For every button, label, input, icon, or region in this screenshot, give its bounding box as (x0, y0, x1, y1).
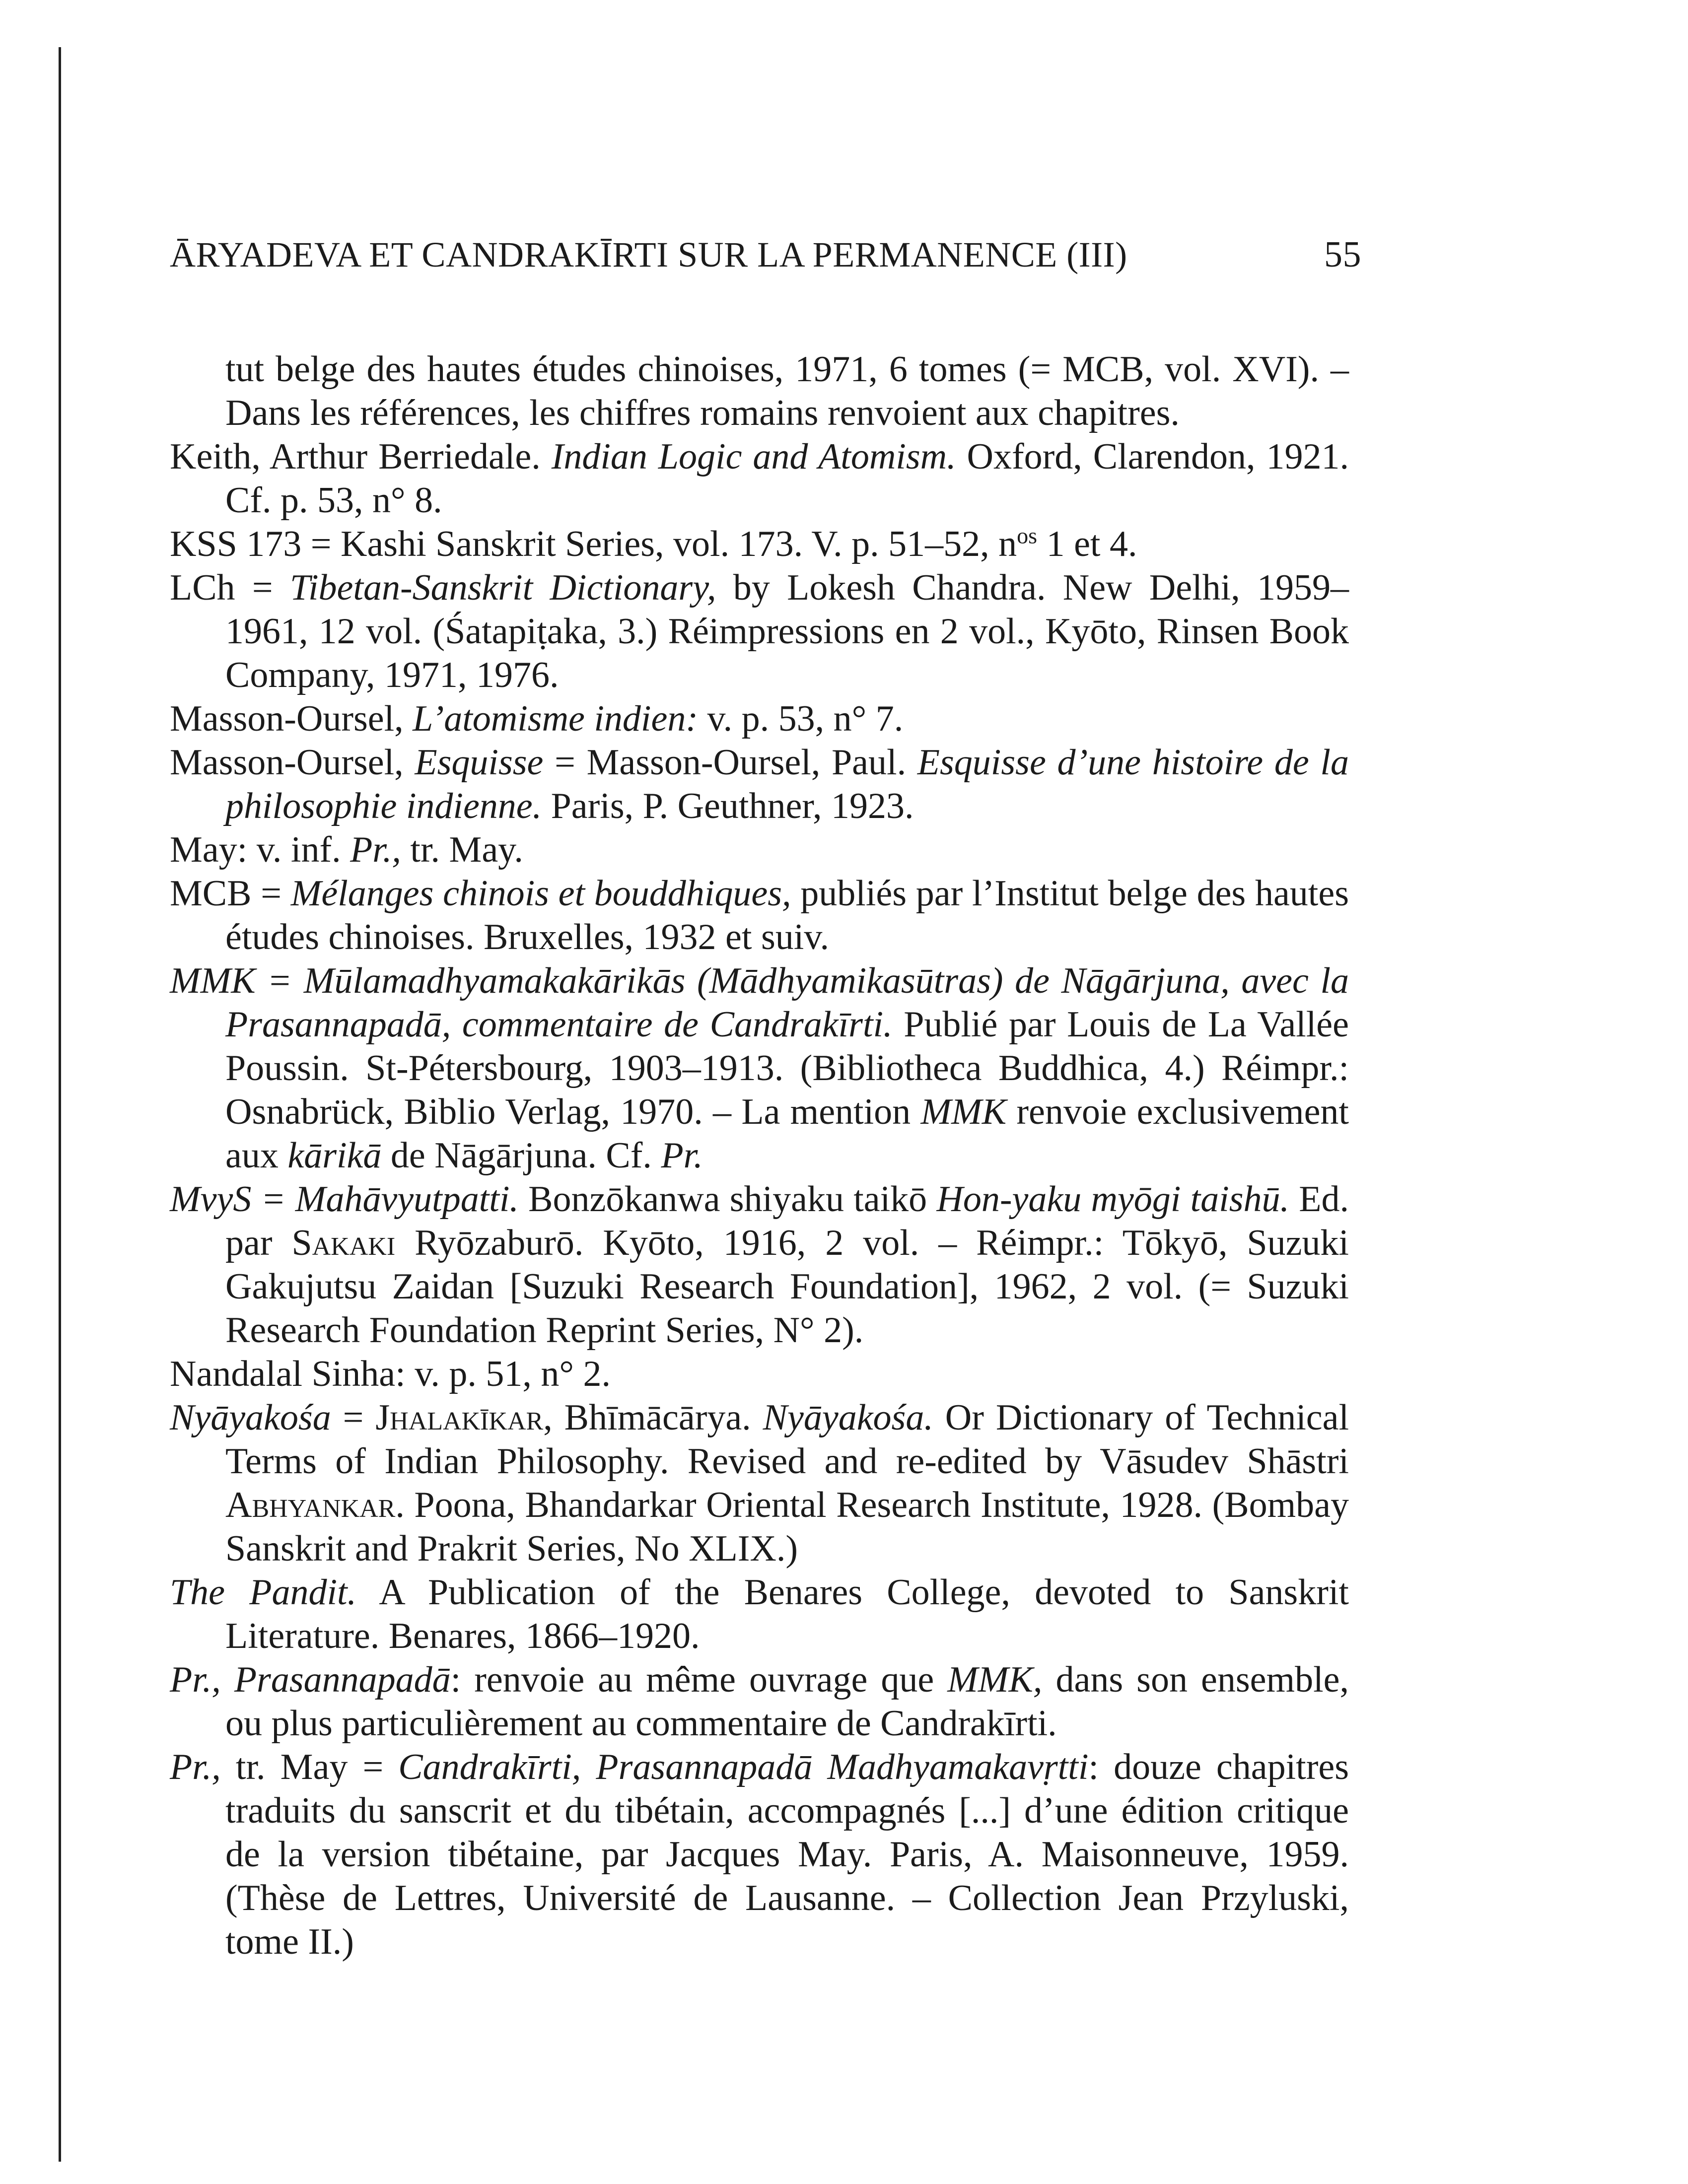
bibliography-entry-masson-oursel-atomisme: Masson-Oursel, L’atomisme indien: v. p. 53, n° 7. (170, 698, 904, 739)
page-number: 55 (1324, 234, 1361, 275)
bibliography-entry-mmk: MMK = Mūlamadhyamakakārikās (Mādhyamikasūtras) de Nāgārjuna, avec la Prasannapadā, commentaire de Candrakīrti. Publié par Louis de La Vallée Poussin. St-Pétersbourg, 1903–1913. (Bibliotheca Buddhica, 4.) Réimpr.: Osnabrück, Biblio Verlag, 1970. – La mention MMK renvoie exclusivement aux kārikā de Nāgārjuna. Cf. Pr. (170, 960, 1349, 1176)
bibliography-entry-mcb: MCB = Mélanges chinois et bouddhiques, publiés par l’Institut belge des hautes études chinoises. Bruxelles, 1932 et suiv. (170, 873, 1349, 957)
bibliography-entry-mvys: MvyS = Mahāvyutpatti. Bonzōkanwa shiyaku taikō Hon-yaku myōgi taishū. Ed. par Sakaki Ryōzaburō. Kyōto, 1916, 2 vol. – Réimpr.: Tōkyō, Suzuki Gakujutsu Zaidan [Suzuki Research Foundation], 1962, 2 vol. (= Suzuki Research Foundation Reprint Series, N° 2). (170, 1179, 1349, 1351)
bibliography-entry-keith: Keith, Arthur Berriedale. Indian Logic and Atomism. Oxford, Clarendon, 1921. Cf. p. 53, n° 8. (170, 436, 1349, 521)
running-head (170, 227, 1361, 282)
bibliography-entry-pr: Pr., Prasannapadā: renvoie au même ouvrage que MMK, dans son ensemble, ou plus particulièrement au commentaire de Candrakīrti. (170, 1659, 1349, 1744)
bibliography-entry-continuation: tut belge des hautes études chinoises, 1971, 6 tomes (= MCB, vol. XVI). – Dans les références, les chiffres romains renvoient aux chapitres. (225, 349, 1349, 433)
bibliography-entry-masson-oursel-esquisse: Masson-Oursel, Esquisse = Masson-Oursel, Paul. Esquisse d’une histoire de la philosophie indienne. Paris, P. Geuthner, 1923. (170, 742, 1349, 826)
margin-rule (59, 47, 61, 2162)
bibliography-entry-lch: LCh = Tibetan-Sanskrit Dictionary, by Lokesh Chandra. New Delhi, 1959–1961, 12 vol. (Śatapiṭaka, 3.) Réimpressions en 2 vol., Kyōto, Rinsen Book Company, 1971, 1976. (170, 567, 1349, 695)
bibliography-entry-may: May: v. inf. Pr., tr. May. (170, 829, 523, 870)
bibliography-entry-kss: KSS 173 = Kashi Sanskrit Series, vol. 173. V. p. 51–52, $n^{os}$ 1 et 4. (170, 523, 1137, 564)
running-head-title: ĀRYADEVA ET CANDRAKĪRTI SUR LA PERMANENCE (III) (170, 235, 1127, 274)
bibliography-list (170, 347, 1349, 1964)
bibliography-entry-nandalal-sinha: Nandalal Sinha: v. p. 51, n° 2. (170, 1354, 611, 1394)
bibliography-entry-nyayakosa: Nyāyakośa = Jhalakīkar, Bhīmācārya. Nyāyakośa. Or Dictionary of Technical Terms of Indian Philosophy. Revised and re-edited by Vāsudev Shāstri Abhyankar. Poona, Bhandarkar Oriental Research Institute, 1928. (Bombay Sanskrit and Prakrit Series, No XLIX.) (170, 1397, 1349, 1569)
bibliography-entry-pr-tr-may: Pr., tr. May = Candrakīrti, Prasannapadā Madhyamakavṛtti: douze chapitres traduits du sanscrit et du tibétain, accompagnés [...] d’une édition critique de la version tibétaine, par Jacques May. Paris, A. Maisonneuve, 1959. (Thèse de Lettres, Université de Lausanne. – Collection Jean Przyluski, tome II.) (170, 1747, 1349, 1962)
bibliography-entry-pandit: The Pandit. A Publication of the Benares College, devoted to Sanskrit Literature. Benares, 1866–1920. (170, 1572, 1349, 1656)
